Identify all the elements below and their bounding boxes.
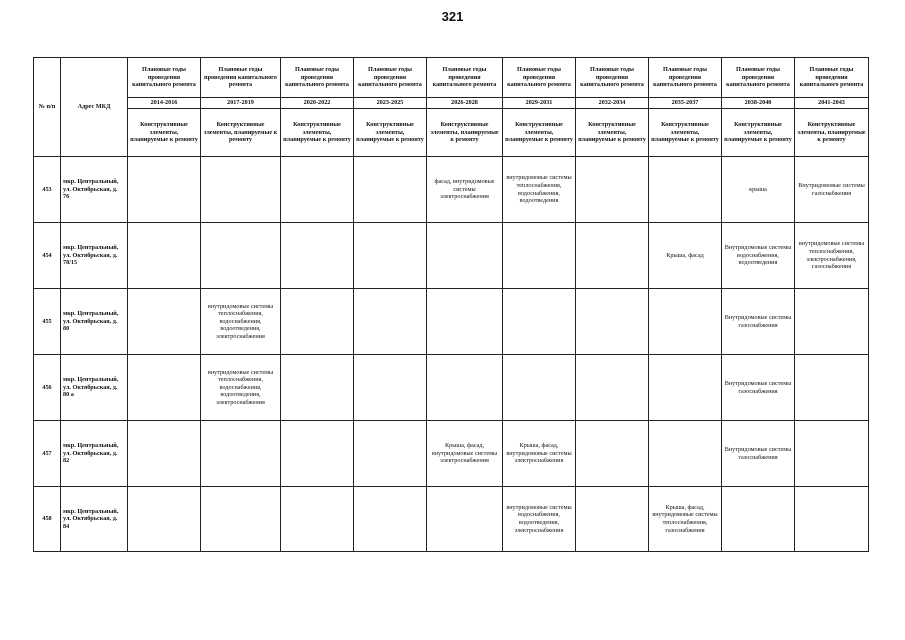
repair-cell xyxy=(503,223,576,289)
elements-header: Конструктивные элементы, планируемые к ремонту xyxy=(427,109,503,157)
repair-cell xyxy=(281,157,354,223)
repair-cell xyxy=(128,487,201,552)
table-row xyxy=(34,157,869,223)
row-address: мкр. Центральный, ул. Октябрьская, д. 84 xyxy=(61,487,128,552)
repair-cell xyxy=(128,289,201,355)
repair-cell xyxy=(576,487,649,552)
period-years: 2014-2016 xyxy=(128,98,201,109)
repair-cell: Внутридомовые системы газоснабжения xyxy=(722,421,795,487)
repair-cell xyxy=(201,487,281,552)
repair-cell: Крыша, фасад, внутридомовые системы теплоснабжения, газоснабжения xyxy=(649,487,722,552)
elements-header: Конструктивные элементы, планируемые к ремонту xyxy=(576,109,649,157)
period-title: Плановые годы проведения капитального ремонта xyxy=(201,58,281,98)
period-years: 2038-2040 xyxy=(722,98,795,109)
table-header xyxy=(34,58,869,157)
period-title: Плановые годы проведения капитального ремонта xyxy=(722,58,795,98)
repair-cell xyxy=(354,223,427,289)
table-body xyxy=(34,157,869,552)
row-number: 454 xyxy=(34,223,61,289)
period-years: 2041-2043 xyxy=(795,98,869,109)
repair-cell xyxy=(503,289,576,355)
elements-header: Конструктивные элементы, планируемые к ремонту xyxy=(354,109,427,157)
row-address: мкр. Центральный, ул. Октябрьская, д. 78/15 xyxy=(61,223,128,289)
repair-cell xyxy=(354,289,427,355)
repair-cell xyxy=(128,421,201,487)
repair-cell xyxy=(128,223,201,289)
period-years: 2017-2019 xyxy=(201,98,281,109)
repair-cell xyxy=(649,355,722,421)
period-years: 2020-2022 xyxy=(281,98,354,109)
table-row xyxy=(34,487,869,552)
repair-cell xyxy=(281,487,354,552)
repair-cell xyxy=(576,421,649,487)
period-title: Плановые годы проведения капитального ремонта xyxy=(503,58,576,98)
repair-cell: Крыша, фасад, внутридомовые системы электроснабжения xyxy=(503,421,576,487)
row-number: 457 xyxy=(34,421,61,487)
period-years: 2026-2028 xyxy=(427,98,503,109)
repair-cell xyxy=(427,289,503,355)
repair-cell xyxy=(795,487,869,552)
page-number: 321 xyxy=(441,9,464,24)
row-address: мкр. Центральный, ул. Октябрьская, д. 80 а xyxy=(61,355,128,421)
row-number: 458 xyxy=(34,487,61,552)
repair-cell: внутридомовые системы теплоснабжения, электроснабжения, газоснабжения xyxy=(795,223,869,289)
repair-cell xyxy=(427,487,503,552)
repair-cell xyxy=(128,355,201,421)
elements-header: Конструктивные элементы, планируемые к ремонту xyxy=(503,109,576,157)
repair-cell xyxy=(354,157,427,223)
period-title: Плановые годы проведения капитального ремонта xyxy=(354,58,427,98)
repair-cell xyxy=(201,421,281,487)
repair-cell xyxy=(795,289,869,355)
repair-cell xyxy=(795,355,869,421)
period-years: 2035-2037 xyxy=(649,98,722,109)
repair-cell xyxy=(281,289,354,355)
repair-cell xyxy=(427,355,503,421)
elements-header: Конструктивные элементы, планируемые к ремонту xyxy=(201,109,281,157)
repair-cell xyxy=(649,157,722,223)
repair-cell xyxy=(354,355,427,421)
period-title: Плановые годы проведения капитального ремонта xyxy=(795,58,869,98)
repair-cell xyxy=(281,223,354,289)
elements-header: Конструктивные элементы, планируемые к ремонту xyxy=(128,109,201,157)
address-column-header: Адрес МКД xyxy=(61,58,128,157)
period-title: Плановые годы проведения капитального ремонта xyxy=(427,58,503,98)
elements-header: Конструктивные элементы, планируемые к ремонту xyxy=(795,109,869,157)
period-title: Плановые годы проведения капитального ремонта xyxy=(576,58,649,98)
capital-repair-table xyxy=(33,57,869,552)
repair-cell xyxy=(354,487,427,552)
row-address: мкр. Центральный, ул. Октябрьская, д. 82 xyxy=(61,421,128,487)
table-row xyxy=(34,289,869,355)
repair-cell: Внутридомовые системы газоснабжения xyxy=(722,355,795,421)
repair-cell: Внутридомовые системы газоснабжения xyxy=(722,289,795,355)
repair-cell: внутридомовые системы теплоснабжения, водоснабжения, водоотведения, электроснабжения xyxy=(201,289,281,355)
repair-cell xyxy=(201,157,281,223)
repair-cell xyxy=(354,421,427,487)
num-column-header: № п/п xyxy=(34,58,61,157)
repair-cell: крыша xyxy=(722,157,795,223)
period-years: 2032-2034 xyxy=(576,98,649,109)
repair-cell xyxy=(281,421,354,487)
repair-cell: Внутридомовые системы газоснабжения xyxy=(795,157,869,223)
period-title: Плановые годы проведения капитального ремонта xyxy=(281,58,354,98)
repair-cell xyxy=(201,223,281,289)
row-address: мкр. Центральный, ул. Октябрьская, д. 76 xyxy=(61,157,128,223)
repair-cell xyxy=(576,289,649,355)
repair-cell xyxy=(576,355,649,421)
period-title: Плановые годы проведения капитального ремонта xyxy=(649,58,722,98)
repair-cell xyxy=(503,355,576,421)
row-number: 453 xyxy=(34,157,61,223)
repair-cell xyxy=(576,157,649,223)
table-row xyxy=(34,421,869,487)
table-row xyxy=(34,223,869,289)
repair-cell: внутридомовые системы теплоснабжения, водоснабжения, водоотведения xyxy=(503,157,576,223)
repair-cell: внутридомовые системы водоснабжения, водоотведения, электроснабжения xyxy=(503,487,576,552)
period-title: Плановые годы проведения капитального ремонта xyxy=(128,58,201,98)
elements-header: Конструктивные элементы, планируемые к ремонту xyxy=(281,109,354,157)
repair-cell xyxy=(649,421,722,487)
period-years: 2023-2025 xyxy=(354,98,427,109)
repair-cell xyxy=(795,421,869,487)
repair-cell: Внутридомовые системы водоснабжения, водоотведения xyxy=(722,223,795,289)
row-address: мкр. Центральный, ул. Октябрьская, д. 80 xyxy=(61,289,128,355)
repair-cell xyxy=(649,289,722,355)
elements-header: Конструктивные элементы, планируемые к ремонту xyxy=(649,109,722,157)
repair-cell xyxy=(128,157,201,223)
repair-cell xyxy=(576,223,649,289)
row-number: 455 xyxy=(34,289,61,355)
row-number: 456 xyxy=(34,355,61,421)
repair-cell: внутридомовые системы теплоснабжения, водоснабжения, водоотведения, электроснабжения xyxy=(201,355,281,421)
repair-cell: Крыша, фасад xyxy=(649,223,722,289)
table-row xyxy=(34,355,869,421)
repair-cell xyxy=(281,355,354,421)
elements-header: Конструктивные элементы, планируемые к ремонту xyxy=(722,109,795,157)
repair-cell xyxy=(722,487,795,552)
repair-cell xyxy=(427,223,503,289)
period-years: 2029-2031 xyxy=(503,98,576,109)
repair-cell: фасад, внутридомовые системы электроснабжения xyxy=(427,157,503,223)
repair-cell: Крыша, фасад, внутридомовые системы электроснабжения xyxy=(427,421,503,487)
